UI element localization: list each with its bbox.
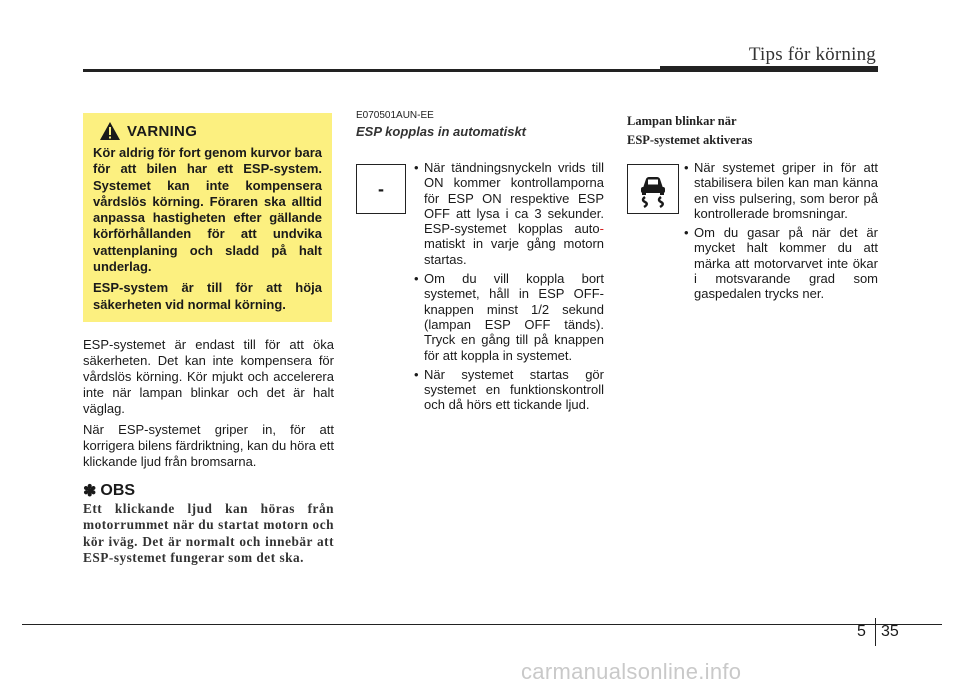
esp-indicator-box: [627, 164, 679, 214]
warning-paragraph: ESP-system är till för att höja säkerheten vid normal körning.: [93, 280, 322, 312]
warning-title: VARNING: [127, 122, 198, 140]
footer-divider: [875, 618, 876, 646]
obs-text: Ett klickande ljud kan höras från motorrummet när du startat motorn och kör iväg. Det är normalt och innebär att ESP-systemet fungerar som det ska.: [83, 501, 334, 565]
warning-box: [83, 113, 332, 322]
warning-header: [99, 121, 322, 141]
body-paragraph: När ESP-systemet griper in, för att korrigera bilens färdriktning, kan du höra ett klickande ljud från bromsarna.: [83, 422, 334, 469]
esp-blink-bullets: [684, 160, 878, 306]
indicator-dash: -: [378, 178, 384, 199]
list-item: • När tändningsnyckeln vrids till ON kommer kontrollamporna för ESP ON respektive ESP OFF att lysa i ca 3 sekunder. ESP-systemet kopplas auto- matiskt in varje gång motorn startas.: [414, 160, 604, 267]
esp-skid-icon: [633, 169, 673, 209]
section-title: ESP kopplas in automatiskt: [356, 124, 527, 139]
list-item: • Om du gasar på när det är mycket halt kommer du att märka att motorvarvet inte ökar i motsvarande grad som gaspedalen trycks ner.: [684, 225, 878, 302]
footer-rule: [22, 624, 942, 625]
warning-paragraph: Kör aldrig för fort genom kurvor bara för att bilen har ett ESP-system. Systemet kan inte kompensera vårdslös körning. Föraren ska alltid anpassa hastigheten efter gällande körförhållanden för att undvika vattenplaning och sladd på halt underlag.: [93, 145, 322, 275]
indicator-dash-box: [356, 164, 406, 214]
right-heading: Lampan blinkar när ESP-systemet aktiveras: [627, 114, 753, 147]
esp-auto-bullets: [414, 160, 604, 417]
obs-heading: [83, 481, 135, 501]
list-item: • När systemet startas gör systemet en funktionskontroll och då hörs ett tickande ljud.: [414, 366, 604, 413]
warning-triangle-icon: [99, 121, 121, 141]
page-number: 35: [881, 623, 899, 640]
left-body-text: [83, 337, 334, 470]
body-paragraph: ESP-systemet är endast till för att öka säkerheten. Det kan inte kompensera för vårdslös körning. Kör mjukt och accelerera inte när lampan blinkar och det är halt väglag.: [83, 337, 334, 416]
watermark: carmanualsonline.info: [521, 659, 742, 684]
header-title: Tips för körning: [748, 44, 876, 65]
asterisk-icon: ✽: [83, 483, 97, 500]
list-item: • När systemet griper in för att stabilisera bilen kan man känna en viss pulsering, som beror på kontrollerade bromsningar.: [684, 160, 878, 221]
header-rule-accent: [660, 66, 878, 72]
section-code: E070501AUN-EE: [356, 110, 434, 121]
obs-title: OBS: [100, 482, 136, 499]
list-item: • Om du vill koppla bort systemet, håll in ESP OFF-knappen minst 1/2 sekund (lampan ESP OFF tänds). Tryck en gång till på knappen för att koppla in systemet.: [414, 271, 604, 363]
chapter-number: 5: [857, 623, 866, 640]
